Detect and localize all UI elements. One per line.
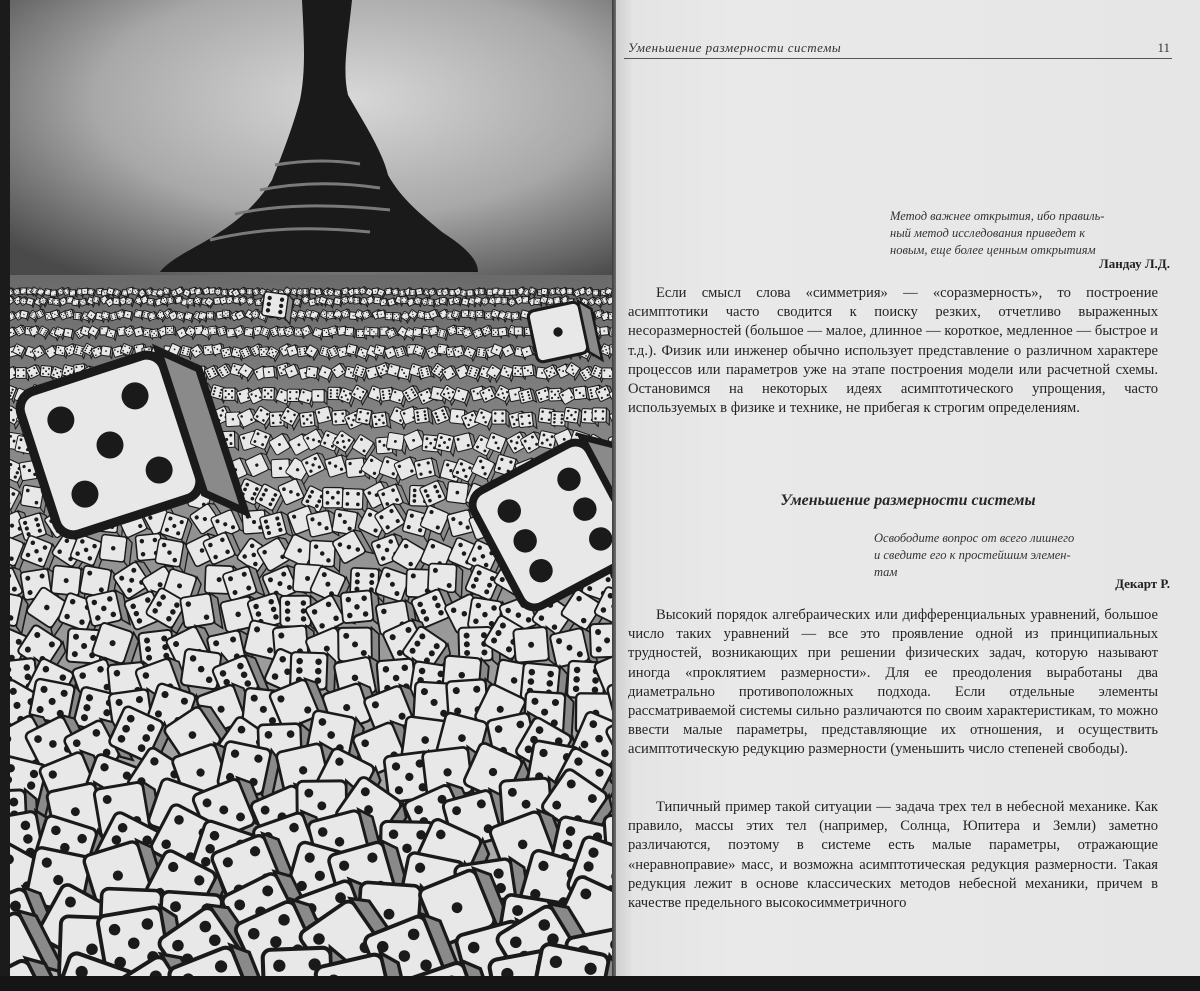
running-head-title: Уменьшение размерности системы [628, 40, 842, 55]
die [492, 410, 509, 427]
die [467, 290, 475, 298]
die [592, 290, 600, 298]
epigraph-descartes [874, 530, 1154, 581]
running-head [624, 40, 1172, 59]
die [370, 328, 380, 338]
epigraph-author-landau: Ландау Л.Д. [1099, 256, 1170, 271]
die [302, 289, 310, 296]
illustration-page [10, 0, 624, 978]
die [510, 289, 518, 297]
paragraph-curse-of-dimensionality: Высокий порядок алгебраических или дифференциальных уравнений, большое число таких уравнений — все это проявление одной из принципиальных трудностей, возникающих при решении физических задач, которую называют иногда «проклятием размерности». Для ее преодоления выработаны два диаметрально противоположных подхода. Если отдельные элементы рассматриваемой системы сильно различаются по своим характеристикам, то можно ввести малые параметры, представляющие их отношения, и осуществить асимптотическую редукцию размерности (уменьшить число степеней свободы). [628, 607, 1158, 758]
intro-paragraph: Если смысл слова «симметрия» — «соразмерность», то построение асимптотики часто сводится к поиску резких, отчетливо выраженных несоразмерностей (большое — малое, длинное — короткое, медленное — быстрое и т.д.). Физик или инженер обычно использует представление о различном характере процессов или параметров уже на этапе построения модели или расчетной схемы. Остановимся на некоторых идеях асимптотического упрощения, часто используемых в физике и технике, не прибегая к строгим определениям. [628, 285, 1158, 417]
bottom-shadow [0, 976, 1200, 991]
epigraph-author-descartes: Декарт Р. [1115, 576, 1170, 591]
dice-group [10, 286, 624, 978]
die [165, 326, 176, 336]
die [206, 312, 215, 321]
dice-illustration [10, 0, 624, 978]
section-title: Уменьшение размерности системы [780, 492, 1036, 509]
text-page [616, 0, 1200, 978]
epigraph-line: Освободите вопрос от всего лишнего [874, 531, 1075, 545]
die [476, 310, 485, 319]
epigraph-line: ный метод исследования приведет к [890, 226, 1086, 240]
die [514, 327, 524, 337]
die [312, 390, 327, 405]
die [567, 288, 574, 295]
die [223, 388, 238, 403]
epigraph-line: Метод важнее открытия, ибо правиль- [890, 209, 1105, 223]
paragraph-three-body: Типичный пример такой ситуации — задача трех тел в небесной механике. Как правило, массы этих тел (например, Солнца, Юпитера и Земли) заметно различаются, поэтому в системе есть малые параметры, отражающие «неравноправие» масс, и возможна асимптотическая редукция размерности. Такая редукция лежит в основе классических методов небесной механики, причем в качестве предельного высокосимметричного [628, 799, 1158, 912]
epigraph-line: новым, еще более ценным открытиям [890, 243, 1096, 257]
epigraph-line: и сведите его к простейшим элемен- [874, 548, 1071, 562]
page-number: 11 [1157, 40, 1170, 55]
epigraph-line: там [874, 565, 898, 579]
die [353, 297, 361, 305]
epigraph-landau [890, 208, 1170, 259]
